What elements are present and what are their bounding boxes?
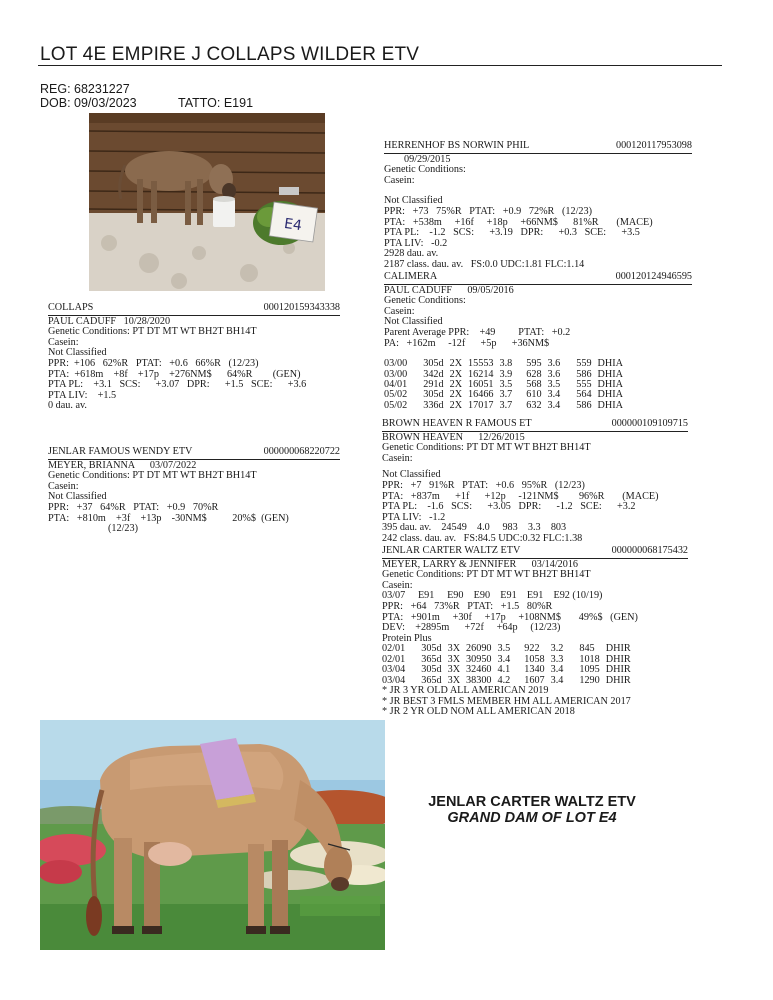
info-line: Not Classified (384, 195, 443, 207)
record-cell: 3X (447, 643, 461, 655)
date-of-birth: DOB: 09/03/2023 (40, 96, 137, 110)
record-cell: 03/00 (384, 358, 408, 370)
animal-name: CALIMERA (384, 271, 438, 282)
record-cell: 3.5 (547, 378, 561, 390)
info-line: PPR: +106 62%R PTAT: +0.6 66%R (12/23) (48, 357, 259, 369)
animal-name: COLLAPS (48, 302, 94, 313)
grandsire-brown-heaven-block (382, 419, 688, 545)
lot-title: LOT 4E EMPIRE J COLLAPS WILDER ETV (40, 44, 420, 65)
granddam-calimera-block (384, 272, 692, 411)
record-cell: DHIA (597, 378, 624, 390)
table-row (382, 665, 637, 675)
record-cell: 3X (447, 664, 461, 676)
record-cell: 02/01 (382, 643, 406, 655)
info-line: Casein: (48, 480, 79, 492)
info-line: 242 class. dau. av. FS:84.5 UDC:0.32 FLC:1.38 (382, 532, 583, 544)
record-cell: 3.4 (497, 653, 511, 665)
record-cell: 26090 (466, 643, 492, 655)
record-cell: 3.4 (547, 389, 561, 401)
animal-id: 000120159343338 (263, 302, 340, 313)
record-cell: 16214 (468, 368, 494, 380)
info-line: Protein Plus (382, 632, 432, 644)
info-line: Casein: (382, 579, 413, 591)
record-cell: 3.5 (497, 643, 511, 655)
record-cell: 17017 (468, 399, 494, 411)
info-line: PTA LIV: +1.5 (48, 389, 117, 401)
record-cell: 3.4 (550, 664, 564, 676)
record-cell: DHIR (605, 664, 631, 676)
record-cell: 05/02 (384, 389, 408, 401)
record-cell: 564 (576, 389, 592, 401)
record-cell: 305d (423, 358, 444, 370)
record-cell: 3.7 (499, 399, 513, 411)
record-cell: 305d (421, 664, 442, 676)
record-cell: 1290 (579, 674, 600, 686)
registration-number: REG: 68231227 (40, 82, 130, 96)
record-cell: 305d (423, 389, 444, 401)
info-line: BROWN HEAVEN 12/26/2015 (382, 431, 525, 443)
info-line: PTA PL: -1.6 SCS: +3.05 DPR: -1.2 SCE: +3.2 (382, 501, 636, 513)
record-cell: 559 (576, 358, 592, 370)
record-cell: DHIA (597, 368, 624, 380)
production-records-table (384, 359, 629, 411)
info-line: Not Classified (384, 316, 443, 328)
info-line: Not Classified (48, 491, 107, 503)
info-line: PTA: +618m +8f +17p +276NM$ 64%R (GEN) (48, 368, 301, 380)
lot-sign-text: E4 (283, 215, 303, 235)
record-cell: 3.6 (547, 358, 561, 370)
honor-line: * JR 2 YR OLD NOM ALL AMERICAN 2018 (382, 706, 575, 718)
record-cell: 30950 (466, 653, 492, 665)
info-line: Casein: (48, 336, 79, 348)
production-records-table (382, 644, 637, 686)
record-cell: 586 (576, 399, 592, 411)
info-line: MEYER, BRIANNA 03/07/2022 (48, 459, 197, 471)
info-line: PTA: +837m +1f +12p -121NM$ 96%R (MACE) (382, 490, 659, 502)
record-cell: 3.6 (547, 368, 561, 380)
record-cell: 32460 (466, 664, 492, 676)
info-line: Not Classified (382, 469, 441, 481)
animal-name: JENLAR CARTER WALTZ ETV (382, 545, 521, 556)
record-cell: 15553 (468, 358, 494, 370)
info-line: PTA PL: -1.2 SCS: +3.19 DPR: +0.3 SCE: +3.5 (384, 227, 640, 239)
info-line: DEV: +2895m +72f +64p (12/23) (382, 622, 561, 634)
info-line: Casein: (382, 452, 413, 464)
info-line: PAUL CADUFF 09/05/2016 (384, 284, 514, 296)
record-cell: 3.9 (499, 368, 513, 380)
animal-name: HERRENHOF BS NORWIN PHIL (384, 140, 530, 151)
record-cell: 1095 (579, 664, 600, 676)
record-cell: 16466 (468, 389, 494, 401)
info-line: PTA: +538m +16f +18p +66NM$ 81%R (MACE) (384, 216, 653, 228)
record-cell: 03/04 (382, 674, 406, 686)
info-line: Genetic Conditions: (384, 164, 466, 176)
animal-id: 000120117953098 (615, 140, 692, 151)
record-cell: 02/01 (382, 653, 406, 665)
record-cell: 3.2 (550, 643, 564, 655)
cow-portrait-photo (40, 720, 385, 950)
record-cell: DHIR (605, 643, 631, 655)
record-cell: 3X (447, 653, 461, 665)
dam-wendy-block (48, 447, 340, 535)
record-cell: 632 (526, 399, 542, 411)
info-line: Genetic Conditions: PT DT MT WT BH2T BH14T (48, 326, 257, 338)
info-line: Genetic Conditions: PT DT MT WT BH2T BH14T (48, 470, 257, 482)
info-line: Casein: (384, 305, 415, 317)
record-cell: 342d (423, 368, 444, 380)
animal-id: 000000068220722 (263, 446, 340, 457)
info-line: 0 dau. av. (48, 400, 87, 412)
record-cell: 365d (421, 653, 442, 665)
info-line: Genetic Conditions: PT DT MT WT BH2T BH14T (382, 442, 591, 454)
sire-collaps-block (48, 303, 340, 412)
record-cell: DHIA (597, 399, 624, 411)
honor-line: * JR 3 YR OLD ALL AMERICAN 2019 (382, 684, 549, 696)
info-line: PTA LIV: -0.2 (384, 237, 448, 249)
record-cell: 2X (449, 389, 463, 401)
caption-animal-name: JENLAR CARTER WALTZ ETV (428, 794, 636, 810)
record-cell: 16051 (468, 378, 494, 390)
photo-caption (412, 794, 652, 826)
info-line: PTA PL: +3.1 SCS: +3.07 DPR: +1.5 SCE: +3.6 (48, 379, 307, 391)
granddam-waltz-block (382, 546, 688, 718)
honor-line: * JR BEST 3 FMLS MEMBER HM ALL AMERICAN 2017 (382, 695, 631, 707)
record-cell: 610 (526, 389, 542, 401)
record-cell: DHIA (597, 358, 624, 370)
info-line: PAUL CADUFF 10/28/2020 (48, 315, 171, 327)
info-line: (12/23) (108, 523, 138, 535)
info-line: PTA: +901m +30f +17p +108NM$ 49%$ (GEN) (382, 611, 638, 623)
record-cell: 4.1 (497, 664, 511, 676)
record-cell: 3.5 (499, 378, 513, 390)
record-cell: 555 (576, 378, 592, 390)
table-row (384, 359, 629, 369)
record-cell: 3.4 (550, 674, 564, 686)
record-cell: 1340 (524, 664, 545, 676)
record-cell: 03/04 (382, 664, 406, 676)
animal-name: BROWN HEAVEN R FAMOUS ET (382, 418, 532, 429)
info-line: MEYER, LARRY & JENNIFER 03/14/2016 (382, 558, 579, 570)
record-cell: 336d (423, 399, 444, 411)
record-cell: 2X (449, 378, 463, 390)
record-cell: 1058 (524, 653, 545, 665)
record-cell: 3.3 (550, 653, 564, 665)
title-divider (38, 65, 722, 66)
record-cell: 2X (449, 368, 463, 380)
info-line: Genetic Conditions: (384, 295, 466, 307)
record-cell: 1607 (524, 674, 545, 686)
info-line: 03/07 E91 E90 E90 E91 E91 E92 (10/19) (382, 590, 603, 602)
record-cell: DHIR (605, 674, 631, 686)
animal-id: 000000068175432 (611, 545, 688, 556)
record-cell: 04/01 (384, 378, 408, 390)
record-cell: 38300 (466, 674, 492, 686)
caption-subtitle: GRAND DAM OF LOT E4 (447, 810, 617, 826)
table-row (384, 401, 629, 411)
record-cell: 4.2 (497, 674, 511, 686)
record-cell: 628 (526, 368, 542, 380)
info-line: Casein: (384, 174, 415, 186)
animal-id: 000000109109715 (611, 418, 688, 429)
info-line: PPR: +7 91%R PTAT: +0.6 95%R (12/23) (382, 479, 585, 491)
info-line: PTA LIV: -1.2 (382, 511, 446, 523)
tattoo: TATTO: E191 (178, 96, 254, 110)
record-cell: 922 (524, 643, 540, 655)
record-cell: 305d (421, 643, 442, 655)
record-cell: 1018 (579, 653, 600, 665)
info-line: PPR: +37 64%R PTAT: +0.9 70%R (48, 501, 219, 513)
info-line: Genetic Conditions: PT DT MT WT BH2T BH14T (382, 569, 591, 581)
record-cell: 586 (576, 368, 592, 380)
record-cell: 05/02 (384, 399, 408, 411)
info-line: PTA: +810m +3f +13p -30NM$ 20%$ (GEN) (48, 512, 289, 524)
record-cell: 3.4 (547, 399, 561, 411)
info-line: PPR: +73 75%R PTAT: +0.9 72%R (12/23) (384, 205, 592, 217)
record-cell: 845 (579, 643, 595, 655)
record-cell: 2X (449, 399, 463, 411)
calf-photo (89, 113, 325, 291)
info-line: PPR: +64 73%R PTAT: +1.5 80%R (382, 600, 553, 612)
info-line: 2187 class. dau. av. FS:0.0 UDC:1.81 FLC:1.14 (384, 258, 585, 270)
record-cell: DHIA (597, 389, 624, 401)
record-cell: 291d (423, 378, 444, 390)
record-cell: 595 (526, 358, 542, 370)
animal-id: 000120124946595 (615, 271, 692, 282)
record-cell: 3.8 (499, 358, 513, 370)
animal-name: JENLAR FAMOUS WENDY ETV (48, 446, 193, 457)
record-cell: 568 (526, 378, 542, 390)
record-cell: 03/00 (384, 368, 408, 380)
info-line: 395 dau. av. 24549 4.0 983 3.3 803 (382, 522, 567, 534)
record-cell: 3X (447, 674, 461, 686)
grandsire-herrenhof-block (384, 141, 692, 271)
info-line: Not Classified (48, 347, 107, 359)
record-cell: 3.7 (499, 389, 513, 401)
record-cell: 2X (449, 358, 463, 370)
info-line: 2928 dau. av. (384, 248, 439, 260)
info-line: Parent Average PPR: +49 PTAT: +0.2 (384, 326, 571, 338)
info-line: PA: +162m -12f +5p +36NM$ (384, 337, 550, 349)
record-cell: DHIR (605, 653, 631, 665)
info-line: 09/29/2015 (404, 153, 451, 165)
record-cell: 365d (421, 674, 442, 686)
